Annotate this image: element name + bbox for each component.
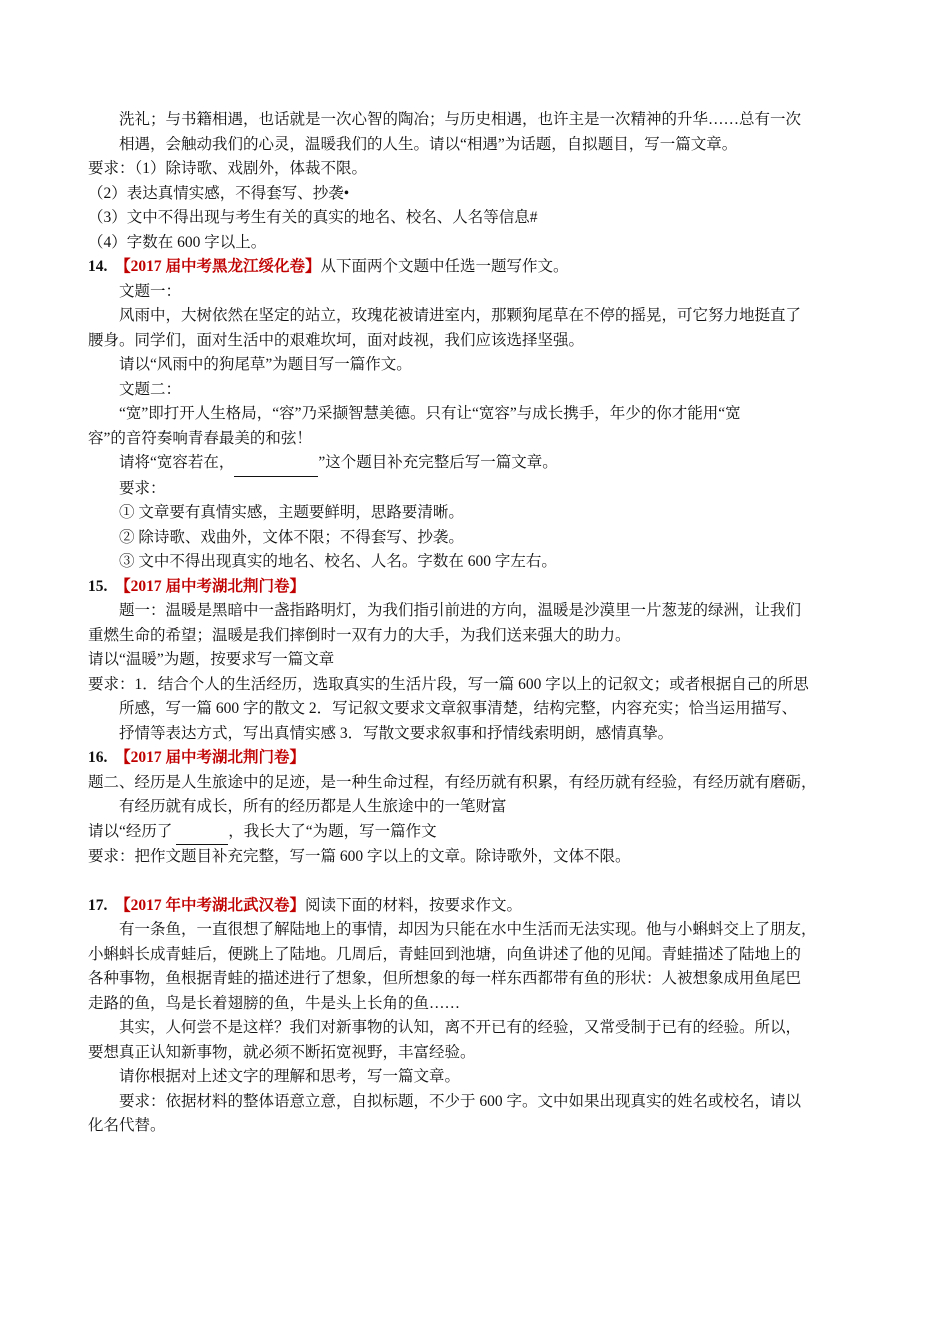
fill-in-blank [234,451,318,477]
intro-requirement-2: （2）表达真情实感，不得套写、抄袭• [88,184,350,202]
question-instruction: 从下面两个文题中任选一题写作文。 [320,258,569,275]
question-source: 【2017 届中考黑龙江绥化卷】 [115,258,321,275]
q14-topic-2-prompt [88,451,864,477]
fill-in-blank [176,820,228,846]
question-number: 16. [88,749,108,766]
q15-requirement-line-3: 抒情等表达方式，写出真情实感 3．写散文要求叙事和抒情线索明朗，感情真挚。 [119,724,674,742]
q15-requirement-line-2: 所感，写一篇 600 字的散文 2．写记叙文要求文章叙事清楚，结构完整，内容充实；恰当运用描写、 [119,700,798,717]
q15-prompt: 请以“温暖”为题，按要求写一篇文章 [88,651,335,668]
q15-topic-line-1: 题一：温暖是黑暗中一盏指路明灯，为我们指引前进的方向，温暖是沙漠里一片葱茏的绿洲，让我们 [119,602,802,619]
q14-topic-1-prompt: 请以“风雨中的狗尾草”为题目写一篇作文。 [119,356,412,373]
prompt-text-after: ”这个题目补充完整后写一篇文章。 [318,454,558,471]
q14-topic-1-label: 文题一： [119,282,182,300]
question-instruction: 阅读下面的材料，按要求作文。 [305,896,523,914]
q14-topic-2-line-1: “宽”即打开人生格局，“容”乃采撷智慧美德。只有让“宽容”与成长携手，年少的你才能用“宽 [119,405,741,422]
q14-requirement-2: ② 除诗歌、戏曲外，文体不限；不得套写、抄袭。 [119,528,464,546]
question-number: 15. [88,577,108,595]
q15-topic-line-2: 重燃生命的希望；温暖是我们摔倒时一双有力的大手，为我们送来强大的助力。 [88,626,631,644]
question-source: 【2017 届中考湖北荆门卷】 [115,577,306,595]
question-16-header [88,746,864,771]
question-15-header [88,575,864,600]
intro-line-2: 相遇，会触动我们的心灵，温暖我们的人生。请以“相遇”为话题，自拟题目，写一篇文章。 [119,135,738,153]
prompt-text-before: 请以“经历了 [88,822,177,840]
document-page [88,108,864,1139]
question-source: 【2017 届中考湖北荆门卷】 [115,749,306,766]
q17-requirement-line-2: 化名代替。 [88,1117,166,1134]
q17-material-line-5: 其实，人何尝不是这样？我们对新事物的认知，离不开已有的经验，又常受制于已有的经验。所以， [119,1019,802,1036]
q16-topic-line-2: 有经历就有成长，所有的经历都是人生旅途中的一笔财富 [119,798,507,815]
prompt-text-before: 请将“宽容若在， [119,454,235,471]
q16-prompt [88,820,864,846]
q14-topic-2-line-2: 容”的音符奏响青春最美的和弦！ [88,429,312,447]
q16-requirement: 要求：把作文题目补充完整，写一篇 600 字以上的文章。除诗歌外，文体不限。 [88,848,631,865]
question-number: 14. [88,258,108,275]
q16-topic-line-1: 题二、经历是人生旅途中的足迹，是一种生命过程，有经历就有积累，有经历就有经验，有经历就有磨砺， [88,773,817,791]
q17-material-line-4: 走路的鱼，鸟是长着翅膀的鱼，牛是头上长角的鱼…… [88,994,461,1012]
q15-requirement-line-1: 要求：1．结合个人的生活经历，选取真实的生活片段，写一篇 600 字以上的记叙文；或者根据自己的所思 [88,675,809,693]
q14-requirements-label: 要求： [119,479,166,497]
q14-topic-1-line-1: 风雨中，大树依然在坚定的站立，玫瑰花被请进室内，那颗狗尾草在不停的摇晃，可它努力地挺直了 [119,307,802,324]
q17-material-line-1: 有一条鱼，一直很想了解陆地上的事情，却因为只能在水中生活而无法实现。他与小蝌蚪交上了朋友， [119,921,817,938]
prompt-text-after: ，我长大了“为题，写一篇作文 [228,822,437,840]
q14-requirement-3: ③ 文中不得出现真实的地名、校名、人名。字数在 600 字左右。 [119,553,557,570]
section-spacer [88,870,864,894]
q17-prompt: 请你根据对上述文字的理解和思考，写一篇文章。 [119,1068,461,1085]
intro-line-1: 洗礼；与书籍相遇，也话就是一次心智的陶冶；与历史相遇，也许主是一次精神的升华……总有一次 [119,111,802,128]
question-14-header [88,255,864,280]
q17-requirement-line-1: 要求：依据材料的整体语意立意，自拟标题，不少于 600 字。文中如果出现真实的姓名或校名，请以 [119,1092,802,1110]
question-number: 17. [88,896,108,914]
intro-requirement-1: 要求：（1）除诗歌、戏剧外，体裁不限。 [88,160,368,177]
q14-topic-1-line-2: 腰身。同学们，面对生活中的艰难坎坷，面对歧视，我们应该选择坚强。 [88,331,585,349]
question-source: 【2017 年中考湖北武汉卷】 [115,896,306,914]
q17-material-line-3: 各种事物，鱼根据青蛙的描述进行了想象，但所想象的每一样东西都带有鱼的形状：人被想象成用鱼尾巴 [88,970,802,987]
intro-requirement-3: （3）文中不得出现与考生有关的真实的地名、校名、人名等信息# [88,209,538,226]
question-17-header [88,894,864,919]
intro-requirement-4: （4）字数在 600 字以上。 [88,233,267,251]
q17-material-line-6: 要想真正认知新事物，就必须不断拓宽视野，丰富经验。 [88,1043,476,1061]
q14-requirement-1: ① 文章要有真情实感，主题要鲜明，思路要清晰。 [119,504,464,521]
q17-material-line-2: 小蝌蚪长成青蛙后，便跳上了陆地。几周后，青蛙回到池塘，向鱼讲述了他的见闻。青蛙描述了陆地上的 [88,945,802,963]
q14-topic-2-label: 文题二： [119,380,182,398]
